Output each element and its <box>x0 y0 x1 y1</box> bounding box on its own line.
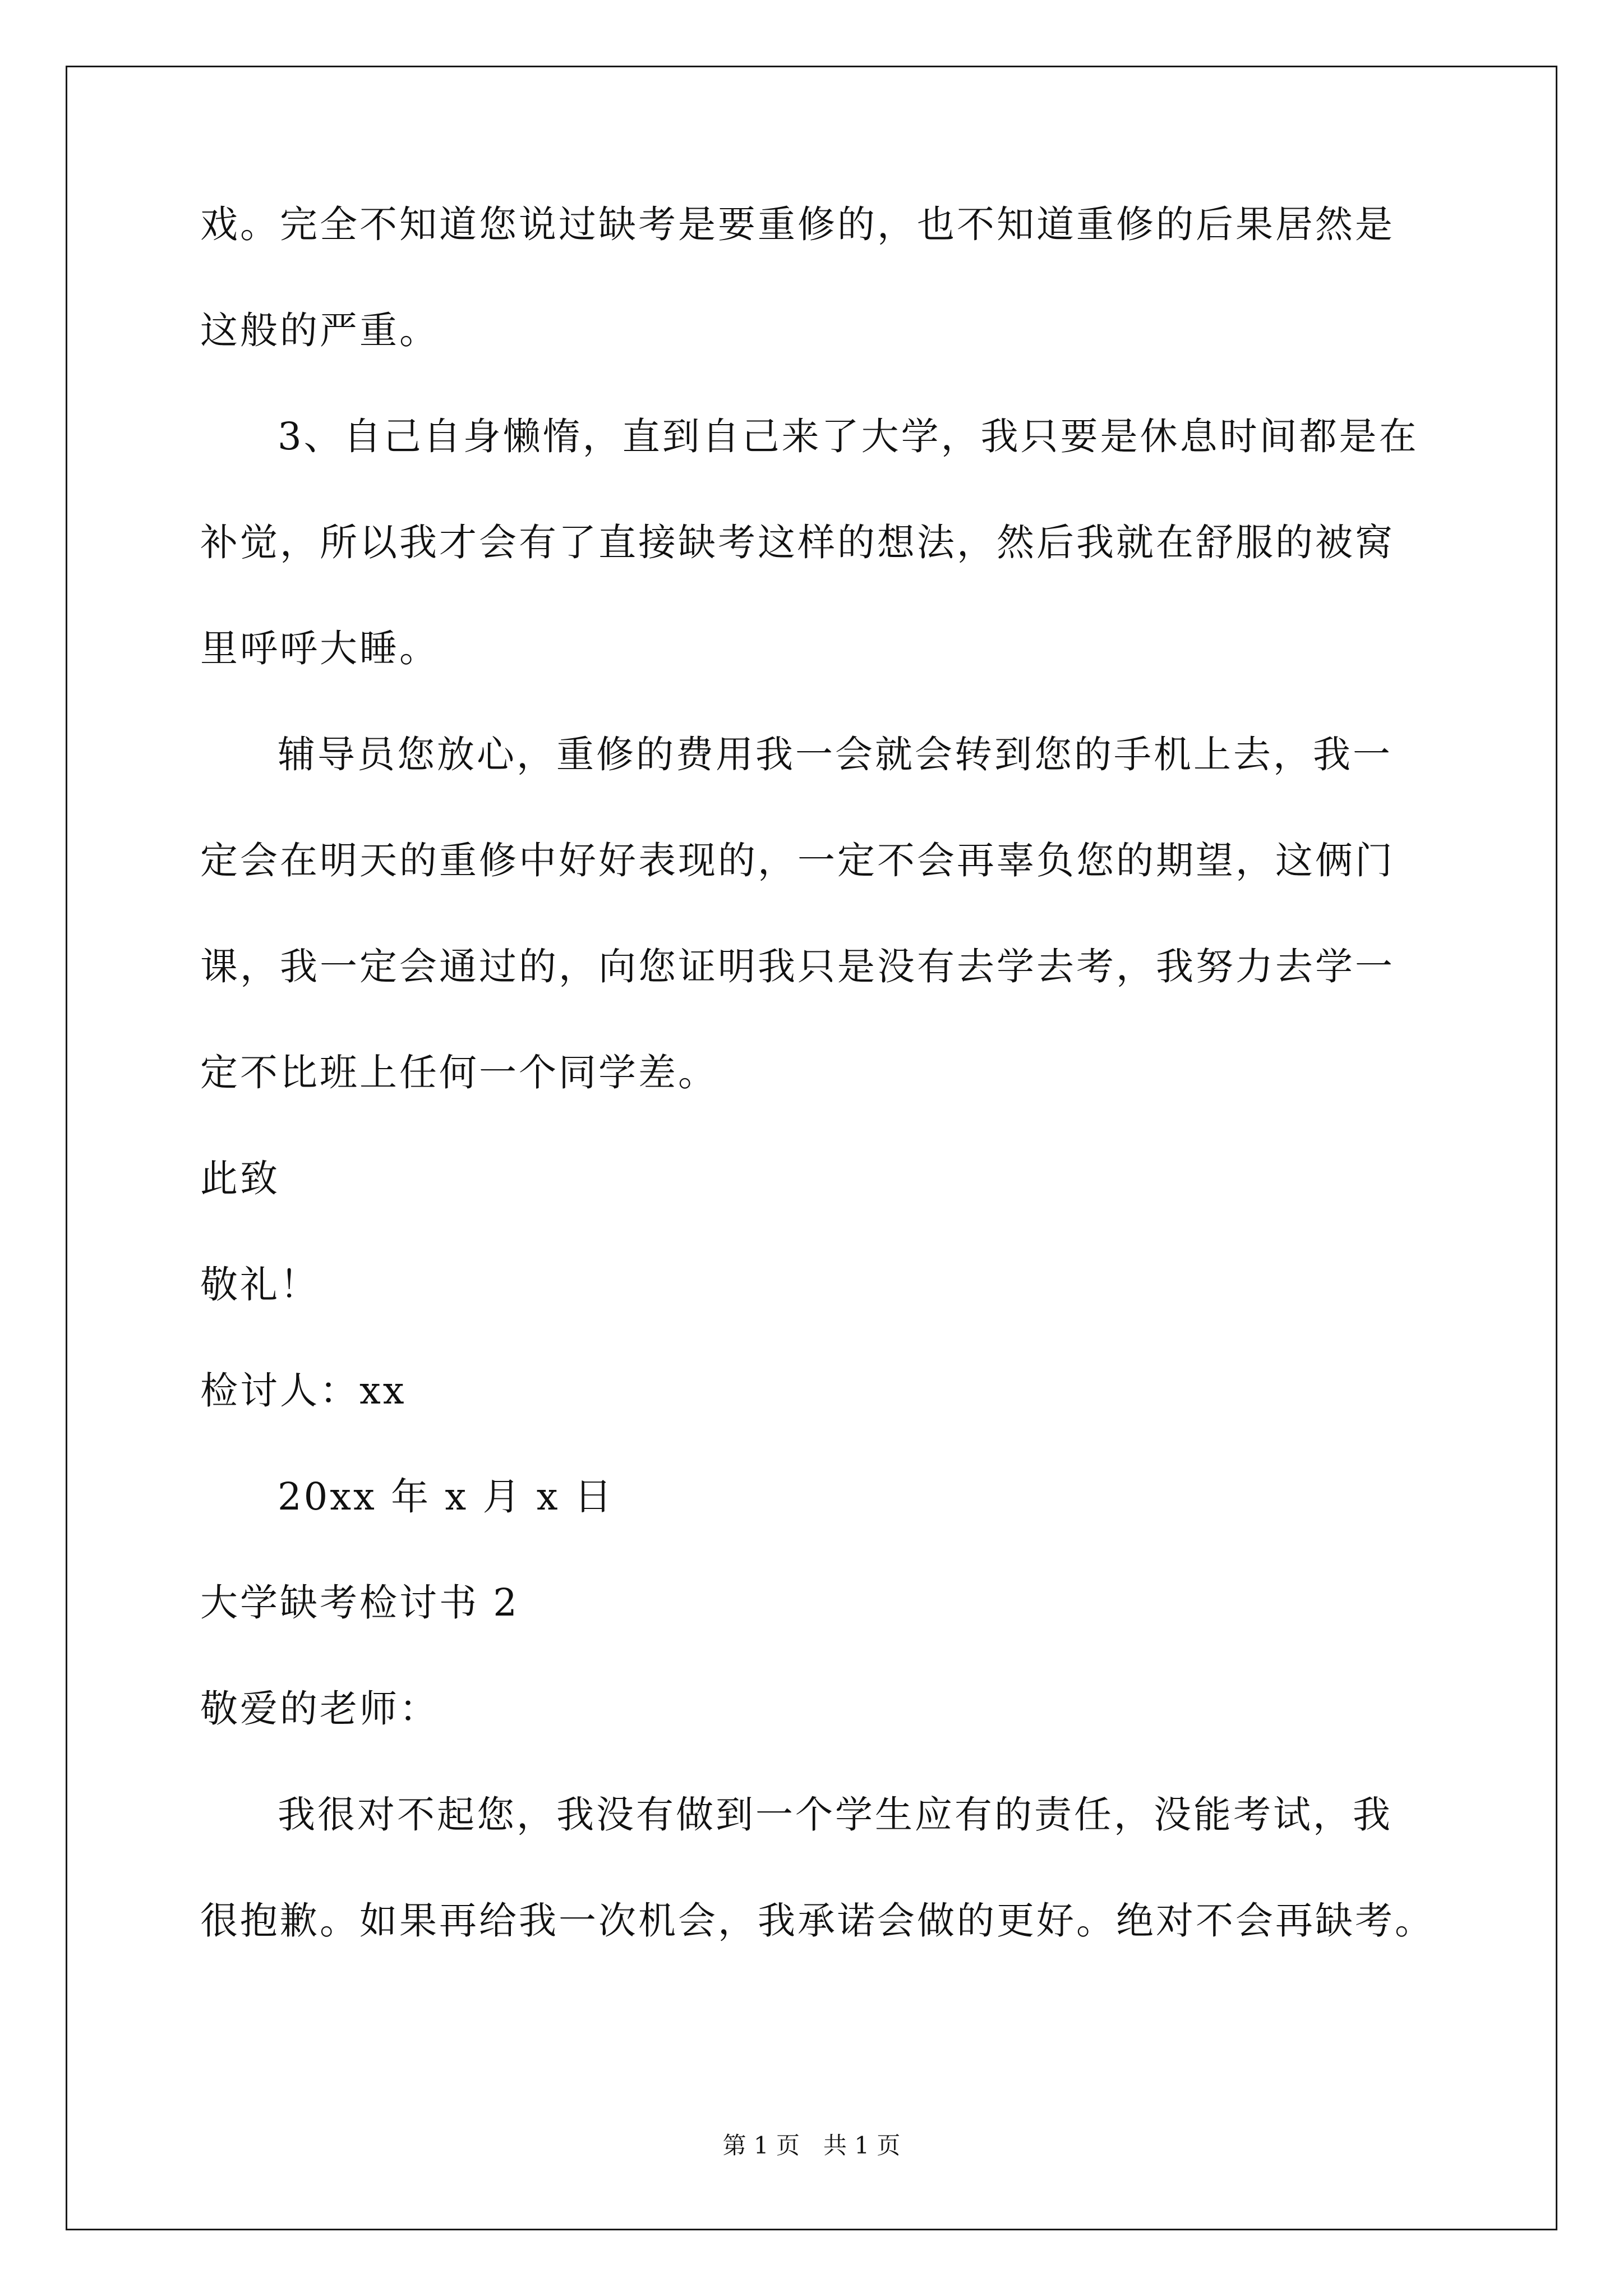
paragraph-line: 里呼呼大睡。 <box>200 627 439 670</box>
paragraph-line: 补觉，所以我才会有了直接缺考这样的想法，然后我就在舒服的被窝 <box>200 521 1395 564</box>
page-number-footer: 第 1 页 共 1 页 <box>722 2132 901 2159</box>
paragraph-line: 我很对不起您，我没有做到一个学生应有的责任，没能考试，我 <box>278 1793 1393 1837</box>
paragraph-line: 定不比班上任何一个同学差。 <box>200 1051 718 1094</box>
paragraph-line: 课，我一定会通过的，向您证明我只是没有去学去考，我努力去学一 <box>200 945 1395 988</box>
closing-regards: 敬礼！ <box>200 1263 320 1306</box>
paragraph-line: 定会在明天的重修中好好表现的，一定不会再辜负您的期望，这俩门 <box>200 839 1395 882</box>
section-title: 大学缺考检讨书 2 <box>200 1581 519 1625</box>
paragraph-line: 很抱歉。如果再给我一次机会，我承诺会做的更好。绝对不会再缺考。 <box>200 1899 1435 1943</box>
paragraph-line: 戏。完全不知道您说过缺考是要重修的，也不知道重修的后果居然是 <box>200 203 1395 246</box>
paragraph-line: 3、自己自身懒惰，直到自己来了大学，我只要是休息时间都是在 <box>278 415 1419 458</box>
signature-line: 检讨人：xx <box>200 1369 407 1412</box>
closing-salutation: 此致 <box>200 1157 280 1200</box>
date-line: 20xx 年 x 月 x 日 <box>278 1475 614 1519</box>
greeting-line: 敬爱的老师： <box>200 1687 439 1731</box>
paragraph-line: 这般的严重。 <box>200 309 439 352</box>
paragraph-line: 辅导员您放心，重修的费用我一会就会转到您的手机上去，我一 <box>278 733 1393 776</box>
